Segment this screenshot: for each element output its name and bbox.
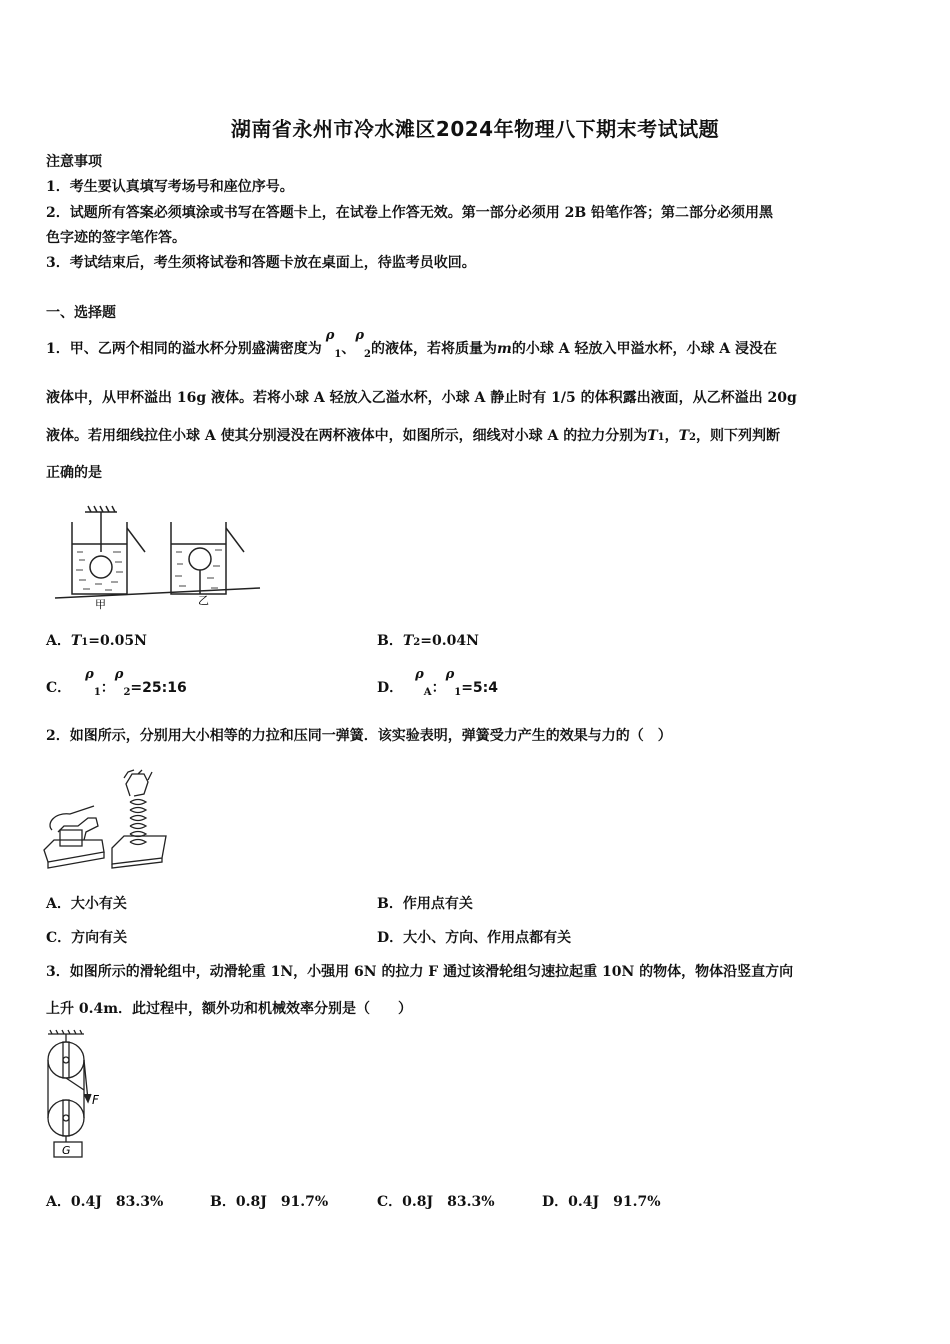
notice-item-2: 2．试题所有答案必须填涂或书写在答题卡上，在试卷上作答无效。第一部分必须用 2B 铅笔作答；第二部分必须用黑 [46, 205, 774, 221]
q1-text-b: 的液体，若将质量为 [371, 341, 497, 357]
option-sub: 2 [123, 687, 131, 698]
rho-symbol: ρ [325, 328, 335, 343]
q2-figure [44, 770, 169, 870]
label-yi: 乙 [198, 594, 209, 607]
cup-yi [171, 522, 244, 594]
notice-item-3: 3．考试结束后，考生须将试卷和答题卡放在桌面上，待监考员收回。 [46, 255, 476, 271]
q1-option-a[interactable] [46, 632, 147, 652]
q2-option-c[interactable]: C．方向有关 [46, 930, 128, 946]
base-left [44, 840, 104, 862]
mass-symbol: m [497, 341, 512, 357]
q2-option-a[interactable]: A．大小有关 [46, 896, 127, 912]
option-var: T [402, 633, 414, 649]
moving-pulley [48, 1100, 84, 1136]
rho-symbol: ρ [415, 667, 424, 682]
q3-option-a[interactable]: A．0.4J 83.3% [46, 1194, 164, 1210]
section-heading: 一、选择题 [46, 305, 116, 321]
q1-line1 [46, 328, 778, 360]
cup-jia [72, 506, 145, 594]
fixed-pulley [48, 1042, 84, 1078]
force-label: F [92, 1093, 99, 1107]
q3-line2: 上升 0.4m．此过程中，额外功和机械效率分别是（ ） [46, 1001, 413, 1017]
base-right [112, 836, 166, 864]
rho-sub-1: 1 [334, 349, 342, 360]
q2-stem: 2．如图所示，分别用大小相等的力拉和压同一弹簧．该实验表明，弹簧受力产生的效果与力的（ ） [46, 728, 672, 744]
notice-item-2-cont: 色字迹的签字笔作答。 [46, 230, 186, 246]
q1-line3 [46, 427, 780, 447]
option-value: =25:16 [130, 680, 187, 696]
q3-line1: 3．如图所示的滑轮组中，动滑轮重 1N，小强用 6N 的拉力 F 通过该滑轮组匀速拉起重 10N 的物体，物体沿竖直方向 [46, 964, 794, 980]
spring [130, 800, 146, 845]
notice-item-1: 1．考生要认真填写考场号和座位序号。 [46, 179, 294, 195]
q2-option-b[interactable]: B．作用点有关 [377, 896, 473, 912]
q3-pulley-figure [44, 1030, 114, 1158]
q1-text-c: 的小球 A 轻放入甲溢水杯，小球 A 浸没在 [511, 341, 778, 357]
t-symbol: T [678, 428, 690, 444]
q1-sep: 、 [341, 341, 356, 357]
q1-figure [55, 504, 260, 610]
q1-line3-a: 液体。若用细线拉住小球 A 使其分别浸没在两杯液体中，如图所示，细线对小球 A 的拉力分别为 [46, 428, 648, 444]
option-sub: A [423, 687, 432, 698]
q1-text-a: 1．甲、乙两个相同的溢水杯分别盛满密度为 [46, 341, 322, 357]
q2-option-d[interactable]: D．大小、方向、作用点都有关 [377, 930, 572, 946]
t-sub-2: 2 [689, 432, 696, 443]
page-title: 湖南省永州市冷水滩区2024年物理八下期末考试试题 [230, 117, 720, 141]
option-var: T [70, 633, 82, 649]
q3-option-c[interactable]: C．0.8J 83.3% [377, 1194, 495, 1210]
rho-symbol: ρ [355, 328, 365, 343]
notice-heading: 注意事项 [46, 154, 102, 170]
option-value: =0.04N [420, 633, 479, 649]
q1-line4: 正确的是 [46, 465, 102, 481]
option-letter: B． [377, 633, 403, 649]
q1-option-b[interactable] [377, 632, 479, 652]
label-jia: 甲 [95, 598, 106, 611]
option-letter: A． [46, 633, 71, 649]
option-sub: 2 [413, 637, 421, 648]
t-sub-1: 1 [657, 432, 665, 443]
option-sub: 1 [81, 637, 89, 648]
q1-option-d[interactable] [377, 667, 498, 699]
rho-symbol: ρ [85, 667, 94, 682]
t-symbol: T [647, 428, 658, 444]
q1-option-c[interactable] [46, 667, 187, 699]
q3-option-b[interactable]: B．0.8J 91.7% [210, 1194, 329, 1210]
option-letter: C． [46, 680, 72, 696]
q1-line3-c: ，则下列判断 [696, 428, 780, 444]
option-letter: D． [377, 680, 404, 696]
q1-line2: 液体中，从甲杯溢出 16g 液体。若将小球 A 轻放入乙溢水杯，小球 A 静止时有 1/5 的体积露出液面，从乙杯溢出 20g [46, 390, 797, 406]
option-sep: ： [431, 680, 446, 696]
rho-symbol: ρ [445, 667, 455, 682]
option-sep: ： [100, 680, 115, 696]
q1-line3-b: ， [664, 428, 679, 444]
rho-symbol: ρ [114, 667, 124, 682]
option-sub: 1 [454, 687, 462, 698]
weight-label: G [62, 1144, 71, 1157]
option-value: =0.05N [88, 633, 147, 649]
q3-option-d[interactable]: D．0.4J 91.7% [542, 1194, 661, 1210]
option-sub: 1 [93, 687, 101, 698]
rho-sub-2: 2 [364, 349, 371, 360]
option-value: =5:4 [461, 680, 498, 696]
